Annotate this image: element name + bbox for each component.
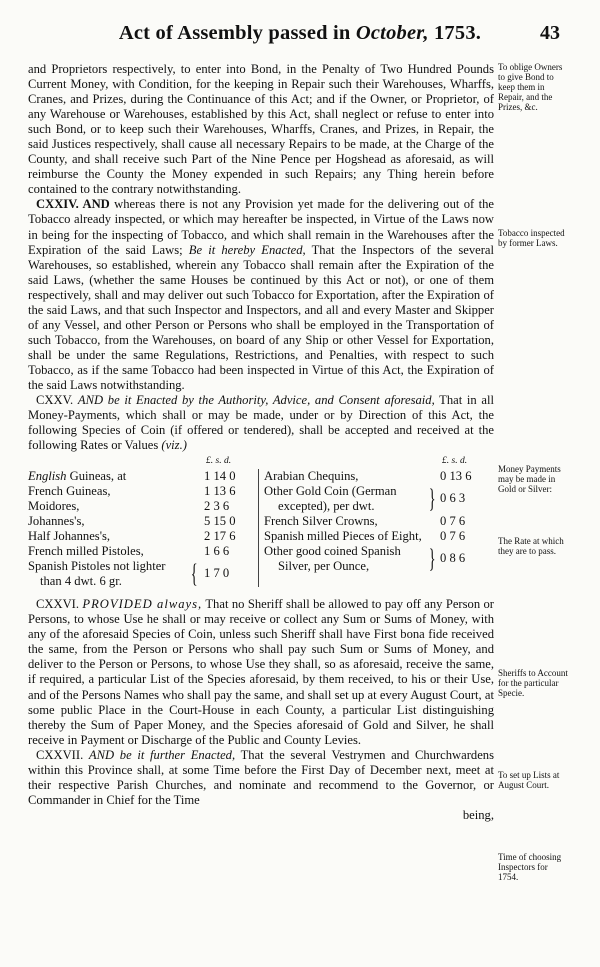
coin-value: 0 7 6: [440, 529, 466, 544]
margin-note: The Rate at which they are to pass.: [498, 536, 564, 556]
coin-value: 1 14 0: [204, 469, 236, 484]
enacting-clause: Be it hereby Enacted,: [188, 242, 306, 257]
margin-note: Time of choosing Inspectors for 1754.: [498, 852, 562, 882]
section-label: CXXV.: [36, 393, 74, 408]
coin-value: 0 8 6: [440, 551, 466, 566]
section-cxxvii: [28, 748, 494, 808]
coin-row: Arabian Chequins,: [264, 469, 359, 484]
viz-note: (viz.): [161, 438, 187, 453]
section-text: whereas there is not any Provision yet made for the delivering out of the Tobacco already inspected, or which may hereafter be inspected, in Virtue of the Laws now in being for the inspecting of Tobacco, and which shall remain in the Warehouses after the Expiration of the said Laws;: [28, 197, 495, 257]
table-divider: [258, 469, 259, 587]
coin-value: 0 6 3: [440, 491, 466, 506]
body-text: [28, 62, 494, 823]
margin-note: Sheriffs to Account for the particular Specie.: [498, 668, 568, 698]
coin-row: English Guineas, at: [28, 469, 127, 484]
header-month: October,: [355, 22, 429, 44]
coin-row: than 4 dwt. 6 gr.: [40, 574, 122, 589]
coin-value: 2 17 6: [204, 529, 236, 544]
margin-note: Money Payments may be made in Gold or Silver:: [498, 464, 561, 494]
coin-value: 2 3 6: [204, 499, 230, 514]
currency-header-right: £. s. d.: [442, 456, 468, 467]
section-label: CXXVII.: [36, 747, 84, 762]
catchword: being,: [462, 807, 494, 822]
coin-row: Spanish Pistoles not lighter: [28, 559, 166, 574]
coin-value: 1 7 0: [204, 566, 230, 581]
enacting-clause: AND be it Enacted by the Authority, Advice, and Consent aforesaid,: [77, 393, 435, 408]
coin-value: 0 13 6: [440, 469, 472, 484]
paragraph-continuation: and Proprietors respectively, to enter into Bond, in the Penalty of Two Hundred Pounds Current Money, with Condition, for the keeping in Repair such their Warehouses, Wharffs, Cranes, and Prizes, during the Continuance of this Act; and if the Owner, or Proprietor, of any Warehouse or Warehouses, established by this Act, shall neglect or refuse to enter into such Bond, or to keep such their Warehouses, Wharffs, Cranes, and Prizes, in Repair, the said Justices respectively, shall cause all necessary Repairs to be made, at the Charge of the County, and shall receive such Part of the Nine Pence per Hogshead as aforesaid, as will reimburse the County the Money expended in such Repairs; any Thing herein before contained to the contrary notwithstanding.: [28, 62, 494, 197]
margin-note: Tobacco inspected by former Laws.: [498, 228, 565, 248]
brace-icon: }: [428, 544, 436, 574]
enacting-clause: AND be it further Enacted,: [88, 747, 236, 762]
coin-row: Half Johannes's,: [28, 529, 111, 544]
header-year: 1753.: [433, 22, 482, 44]
coin-row: Silver, per Ounce,: [278, 559, 370, 574]
section-cxxv: [28, 393, 494, 453]
section-text: That the several Vestrymen and Churchwardens within this Province shall, at some Time before the First Day of December next, meet at their respective Parish Churches, and nominate and recommend to the Governor, or Commander in Chief for the Time: [28, 747, 495, 807]
coin-row: French Guineas,: [28, 484, 111, 499]
page-number: 43: [540, 22, 560, 44]
header-title: Act of Assembly passed in: [118, 22, 351, 44]
coin-row: Other good coined Spanish: [264, 544, 401, 559]
coin-row: Other Gold Coin (German: [264, 484, 397, 499]
coin-row: French milled Pistoles,: [28, 544, 144, 559]
page-header: [70, 22, 530, 45]
section-cxxiv: [28, 197, 494, 393]
brace-icon: {: [190, 559, 198, 589]
section-text: That in all Money-Payments, which shall or may be made, under or by Direction of this Act, the following Species of Coin (if offered or tendered), shall be accepted and received at the following Rates or Values: [28, 393, 494, 453]
margin-note: To set up Lists at August Court.: [498, 770, 560, 790]
section-cxxvi: [28, 597, 494, 747]
section-text: That no Sheriff shall be allowed to pay off any Person or Persons, to whose Use he shall or may receive or collect any Sum or Sums of Money, with any of the aforesaid Species of Coin, unless such Sheriff shall have First bona fide received the same, from the Person or Persons who shall pay such Sum or Sums of Money, and deliver to the Person or Persons, to whose Use they shall, so as aforesaid, receive the same, if required, a particular List of the Species aforesaid, by them received, to his or their Use, and of the Persons Names who shall pay the same, and shall set up at every August Court, at some public Place in the Court-House in each County, a particular List distinguishing thereby the Sum of Paper Money, and the Species aforesaid of Gold and Silver, he shall receive in Payment or Discharge of the Public and County Levies.: [28, 597, 494, 747]
coin-value: 1 6 6: [204, 544, 230, 559]
coin-value: 0 7 6: [440, 514, 466, 529]
coin-row: Spanish milled Pieces of Eight,: [264, 529, 422, 544]
enacting-clause: PROVIDED always,: [82, 597, 203, 612]
coin-row: Johannes's,: [28, 514, 85, 529]
coin-value: 1 13 6: [204, 484, 236, 499]
coin-row: French Silver Crowns,: [264, 514, 378, 529]
coin-value: 5 15 0: [204, 514, 236, 529]
brace-icon: }: [428, 484, 436, 514]
section-label: CXXIV. AND: [36, 197, 110, 212]
section-text-continued: That the Inspectors of the several Warehouses, so established, wherein any Tobacco shall remain after the Expiration of the said Laws, (whether the same Houses be continued by this Act or not), or one of them respectively, shall and may deliver out such Tobacco for Exportation, after the Expiration of the said Laws, and that such Inspector and Inspectors, and all and every Master and Skipper of any Vessel, and other Person or Persons who shall be employed in the Transportation of such Tobacco, from the Warehouses, on board of any Ship or other Vessel for Exportation, shall be under the same Regulations, Restrictions, and Penalties, with respect to such Tobacco, as if the same Tobacco had been inspected in Virtue of this Act, the Expiration of the said Laws notwithstanding.: [28, 242, 495, 392]
margin-note: To oblige Owners to give Bond to keep them in Repair, and the Prizes, &c.: [498, 62, 563, 112]
coin-row: excepted), per dwt.: [278, 499, 375, 514]
coin-row: Moidores,: [28, 499, 80, 514]
coin-rate-table: [28, 456, 494, 591]
section-label: CXXVI.: [36, 597, 80, 612]
currency-header-left: £. s. d.: [206, 456, 232, 467]
